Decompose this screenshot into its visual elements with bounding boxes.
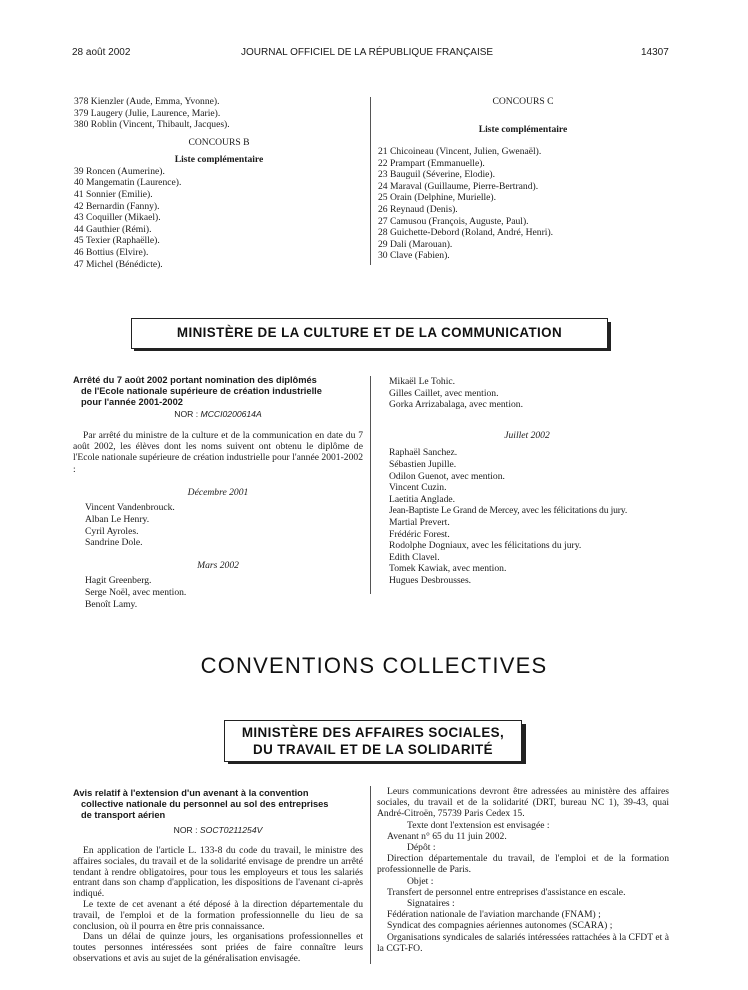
avis-right-column	[377, 786, 669, 954]
list-item: 45 Texier (Raphaëlle).	[74, 235, 160, 247]
juillet-heading: Juillet 2002	[504, 429, 550, 441]
avis-paragraph: En application de l'article L. 133-8 du code du travail, le ministre des affaires sociales, du travail et de la solidarité envisage de prendre un arrêté tendant à rendre obligatoires, pour tous les employeurs et tous les salariés entrant dans son champ d'application, les dispositions de l'avenant ci-après indiqué.	[73, 845, 363, 900]
list-item: Raphaël Sanchez.	[389, 447, 458, 459]
december-list	[73, 502, 363, 548]
list-item: Tomek Kawiak, avec mention.	[389, 563, 507, 575]
depot-label: Dépôt :	[407, 842, 436, 854]
ministry-social-line: MINISTÈRE DES AFFAIRES SOCIALES,	[241, 725, 505, 740]
list-item: 43 Coquiller (Mikael).	[74, 212, 161, 224]
list-item: 47 Michel (Bénédicte).	[74, 258, 163, 270]
nor-code: SOCT0211254V	[199, 825, 263, 835]
texte-label: Texte dont l'extension est envisagée :	[407, 819, 550, 831]
list-item: 30 Clave (Fabien).	[378, 250, 450, 262]
concours-c-heading: CONCOURS C	[492, 96, 554, 107]
list-item: Serge Noël, avec mention.	[85, 586, 187, 598]
list-item: 379 Laugery (Julie, Laurence, Marie).	[74, 107, 221, 119]
list-item: 39 Roncen (Aumerine).	[74, 165, 165, 177]
top-right-column	[378, 96, 668, 262]
avenant-text: Avenant n° 65 du 11 juin 2002.	[387, 830, 507, 842]
list-item: 25 Orain (Delphine, Murielle).	[378, 192, 497, 204]
liste-b-heading: Liste complémentaire	[174, 153, 264, 165]
mars-heading: Mars 2002	[197, 559, 239, 571]
list-item: Edith Clavel.	[389, 551, 440, 563]
list-item: Rodolphe Dogniaux, avec les félicitations du jury.	[389, 540, 582, 552]
header-date: 28 août 2002	[72, 47, 131, 58]
liste-c-heading: Liste complémentaire	[478, 124, 568, 135]
list-item: Odilon Guenot, avec mention.	[389, 470, 505, 482]
list-item: 380 Roblin (Vincent, Thibault, Jacques).	[74, 119, 230, 131]
objet-label: Objet :	[407, 875, 434, 887]
box-shadow	[522, 724, 526, 764]
avis-title-line: collective nationale du personnel au sol des entreprises	[81, 799, 329, 809]
nor-label: NOR :	[173, 825, 200, 835]
list-item: Hagit Greenberg.	[85, 575, 152, 587]
column-divider	[370, 376, 371, 594]
list-item: 26 Reynaud (Denis).	[378, 203, 458, 215]
nor-code: MCCI0200614A	[200, 409, 262, 419]
list-item: Alban Le Henry.	[85, 514, 150, 525]
avis-paragraph: Leurs communications devront être adressées au ministère des affaires sociales, du travail et de la solidarité (DRT, bureau NC 1), 39-43, quai André-Citroën, 75739 Paris Cedex 15.	[377, 786, 669, 820]
avis-title-line: Avis relatif à l'extension d'un avenant à la convention	[73, 788, 309, 798]
list-item: Martial Prevert.	[389, 516, 450, 528]
signataire-item: Fédération nationale de l'aviation marchande (FNAM) ;	[387, 909, 601, 921]
list-item: 23 Bauguil (Séverine, Elodie).	[378, 169, 495, 181]
arrete-left-column	[73, 375, 363, 610]
objet-text: Transfert de personnel entre entreprises d'assistance en escale.	[387, 886, 626, 898]
avis-paragraph: Dans un délai de quinze jours, les organisations professionnelles et toutes personnes intéressées sont priées de faire connaître leurs observations et avis au sujet de la généralisation envisagée.	[73, 931, 363, 964]
list-item: 29 Dali (Marouan).	[378, 238, 453, 250]
avis-nor	[73, 825, 363, 836]
list-item: 378 Kienzler (Aude, Emma, Yvonne).	[74, 96, 220, 107]
signataire-item: Syndicat des compagnies aériennes autonomes (SCARA) ;	[387, 920, 613, 932]
top-left-column	[74, 96, 364, 270]
signataire-item: Organisations syndicales de salariés intéressées rattachées à la CFDT et à la CGT-FO.	[377, 931, 669, 954]
ministry-social-line: DU TRAVAIL ET DE LA SOLIDARITÉ	[253, 742, 493, 757]
avis-paragraph: Le texte de cet avenant a été déposé à la direction départementale du travail, de l'emploi et de la formation professionnelle du lieu de sa conclusion, où il pourra en être pris connaissance.	[73, 898, 363, 932]
list-item: Mikaël Le Tohic.	[389, 376, 456, 387]
list-item: Laetitia Anglade.	[389, 493, 456, 505]
juillet-list	[377, 447, 677, 586]
list-item: Gilles Caillet, avec mention.	[389, 387, 499, 399]
list-item: 27 Camusou (François, Auguste, Paul).	[378, 215, 529, 227]
list-item: Hugues Desbrousses.	[389, 574, 472, 586]
ministry-culture-banner: MINISTÈRE DE LA CULTURE ET DE LA COMMUNICATION	[131, 318, 608, 349]
list-item: Gorka Arrizabalaga, avec mention.	[389, 399, 523, 411]
column-divider	[370, 786, 371, 964]
avis-title-line: de transport aérien	[81, 810, 166, 820]
list-item: 40 Mangematin (Laurence).	[74, 177, 182, 189]
arrete-nor	[73, 409, 363, 420]
signataires-label: Signataires :	[407, 898, 455, 910]
arrete-title-line: pour l'année 2001-2002	[81, 397, 183, 407]
arrete-title-line: de l'Ecole nationale supérieure de création industrielle	[81, 386, 322, 396]
conventions-title: CONVENTIONS COLLECTIVES	[200, 653, 548, 678]
avis-left-column	[73, 788, 363, 965]
list-item: Cyril Ayroles.	[85, 525, 139, 537]
list-item: Frédéric Forest.	[389, 528, 450, 540]
december-heading: Décembre 2001	[187, 486, 249, 498]
list-item: 41 Sonnier (Emilie).	[74, 188, 153, 200]
nor-label: NOR :	[174, 409, 201, 419]
list-item: Vincent Vandenbrouck.	[85, 502, 175, 514]
column-divider	[370, 97, 371, 265]
arrete-body: Par arrêté du ministre de la culture et de la communication en date du 7 août 2002, les élèves dont les noms suivent ont obtenu le diplôme de l'Ecole nationale supérieure de création industrielle pour l'année 2001-2002 :	[73, 430, 363, 475]
list-item: 46 Bottius (Elvire).	[74, 246, 149, 258]
list-item: Vincent Cuzin.	[389, 482, 447, 494]
list-item: Benoît Lamy.	[85, 598, 138, 610]
list-item: Jean-Baptiste Le Grand de Mercey, avec les félicitations du jury.	[389, 505, 628, 517]
ministry-social-banner	[224, 720, 522, 762]
list-item: Sandrine Dole.	[85, 537, 143, 549]
header-page-number: 14307	[641, 47, 669, 58]
list-item: Sébastien Jupille.	[389, 458, 457, 470]
list-item: 42 Bernardin (Fanny).	[74, 200, 160, 212]
arrete-title-line: Arrêté du 7 août 2002 portant nomination des diplômés	[73, 375, 317, 385]
header-title: JOURNAL OFFICIEL DE LA RÉPUBLIQUE FRANÇAISE	[241, 47, 494, 58]
depot-text: Direction départementale du travail, de l'emploi et de la formation professionnelle de Paris.	[377, 853, 669, 876]
list-item: 44 Gauthier (Rémi).	[74, 223, 152, 235]
list-item: 28 Guichette-Debord (Roland, André, Henri).	[378, 227, 554, 239]
arrete-right-list	[377, 376, 677, 411]
mars-list	[73, 575, 363, 610]
concours-b-heading: CONCOURS B	[188, 136, 250, 148]
list-item: 21 Chicoineau (Vincent, Julien, Gwenaël).	[378, 146, 542, 157]
list-item: 22 Prampart (Emmanuelle).	[378, 157, 485, 169]
list-item: 24 Maraval (Guillaume, Pierre-Bertrand).	[378, 180, 539, 192]
arrete-right-column	[377, 376, 677, 587]
